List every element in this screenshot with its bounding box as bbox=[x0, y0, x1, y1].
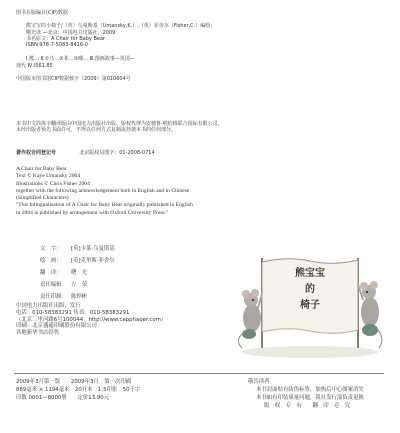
cip-record: 中国版本图书馆CIP数据核字（2009）第010604号 bbox=[16, 75, 131, 82]
contract-label: 著作权合同登记号 bbox=[16, 150, 57, 156]
cip-block bbox=[16, 10, 384, 82]
cip-line: ISBN 978-7-5083-8416-0 bbox=[26, 42, 88, 48]
spec-line: 889毫米 × 1194毫米 20开本 1.5印张 50千字 bbox=[16, 387, 141, 394]
credit-label: 责任印制： bbox=[40, 294, 67, 300]
english-line: Text © Kaye Umansky 2004 bbox=[16, 173, 81, 180]
english-line: Illustrations © Chris Fisher 2004 bbox=[16, 180, 90, 187]
publisher-phone: 电话：010-58383291 传真：010-58383291 bbox=[16, 309, 130, 316]
credit-value: 曙 光 bbox=[70, 270, 88, 276]
copyright-line: 未经出版者预先书面许可，不得以任何方式复制或抄袭本书的任何部分。 bbox=[16, 127, 177, 134]
reader-notice bbox=[248, 378, 364, 410]
publisher-line: 中国电力出版社出版、发行 bbox=[16, 303, 81, 309]
english-line: (Simplified Characters) bbox=[16, 195, 69, 202]
notice-title: 敬告读者 bbox=[248, 379, 270, 385]
bottom-divider bbox=[14, 373, 384, 374]
notice-line: 版 权 专 有 翻 印 必 究 bbox=[264, 403, 351, 410]
spec-line: 印数 0001—8000册 定价13.90元 bbox=[16, 395, 110, 402]
cip-line: 曙光译.—北京：中国电力出版社，2009 bbox=[26, 29, 116, 36]
credit-value: 方 荣 bbox=[70, 282, 88, 288]
cip-classify: 现代 Ⅳ.I561.85 bbox=[16, 62, 53, 69]
credit-label: 绘 画： bbox=[40, 258, 62, 264]
english-line: "This bilingualisation of A Chair for Baby Bear originally published in English bbox=[16, 202, 193, 209]
publisher-info bbox=[16, 303, 384, 337]
english-line: in 2004 is published by arrangement with Oxford University Press." bbox=[16, 209, 169, 216]
sign-line: 熊宝宝 bbox=[295, 268, 325, 279]
credits bbox=[40, 246, 119, 306]
cip-line: 熊宝宝的小椅子/（英）乌曼斯基（Umansky,K.）,（英）菲舍尔（Fisher,C.）编绘； bbox=[26, 23, 216, 30]
credit-value: 陈焊彬 bbox=[70, 294, 88, 300]
contract-registration bbox=[16, 150, 384, 156]
publisher-line: 各地新华书店经售 bbox=[16, 330, 60, 336]
notice-line: 本书封面贴有防伪标签，加热后中心图案消失 bbox=[256, 387, 364, 394]
cip-line: 书名原文：A Chair for Baby Bear bbox=[26, 35, 106, 42]
english-acknowledgement bbox=[16, 166, 384, 217]
sign-line: 椅子 bbox=[300, 300, 320, 311]
credit-label: 责任编辑： bbox=[40, 282, 67, 288]
spec-line: 2009年3月第一版 2009年3月 第一次印刷 bbox=[16, 379, 132, 385]
credit-value: [英]卡莱·乌曼斯基 bbox=[70, 246, 115, 252]
copyright-notice bbox=[16, 121, 384, 134]
credit-label: 翻 译： bbox=[40, 270, 62, 276]
sign-line: 的 bbox=[305, 284, 315, 295]
contract-value: 北京版权局图字：01-2008-0714 bbox=[79, 150, 155, 156]
notice-line: 本书如有印装质量问题，我社发行部负责退换 bbox=[256, 395, 364, 402]
credit-value: [英]克里斯·菲舍尔 bbox=[70, 258, 115, 264]
print-specs bbox=[16, 378, 140, 402]
publisher-line: 印刷：北京盛通印刷股份有限公司 bbox=[16, 323, 97, 330]
cip-classify: Ⅰ.熊… Ⅱ.①乌…②菲…③曙… Ⅲ.图画故事—英国— bbox=[26, 56, 135, 63]
credit-label: 文 字： bbox=[40, 246, 62, 252]
publisher-address: （北京三里河路6号100044 http://www.cepphaoer.com） bbox=[16, 316, 167, 323]
copyright-line: 本书中文简体字翻译版由中国电力出版社出版。版权代理为安德鲁·纳伯格联合国际有限公司， bbox=[16, 121, 223, 127]
english-line: together with the following acknowledgement both in English and in Chinese bbox=[16, 187, 190, 194]
cip-heading: 图书在版编目(CIP)数据 bbox=[16, 10, 68, 16]
english-title: A Chair for Baby Bear bbox=[16, 166, 67, 172]
